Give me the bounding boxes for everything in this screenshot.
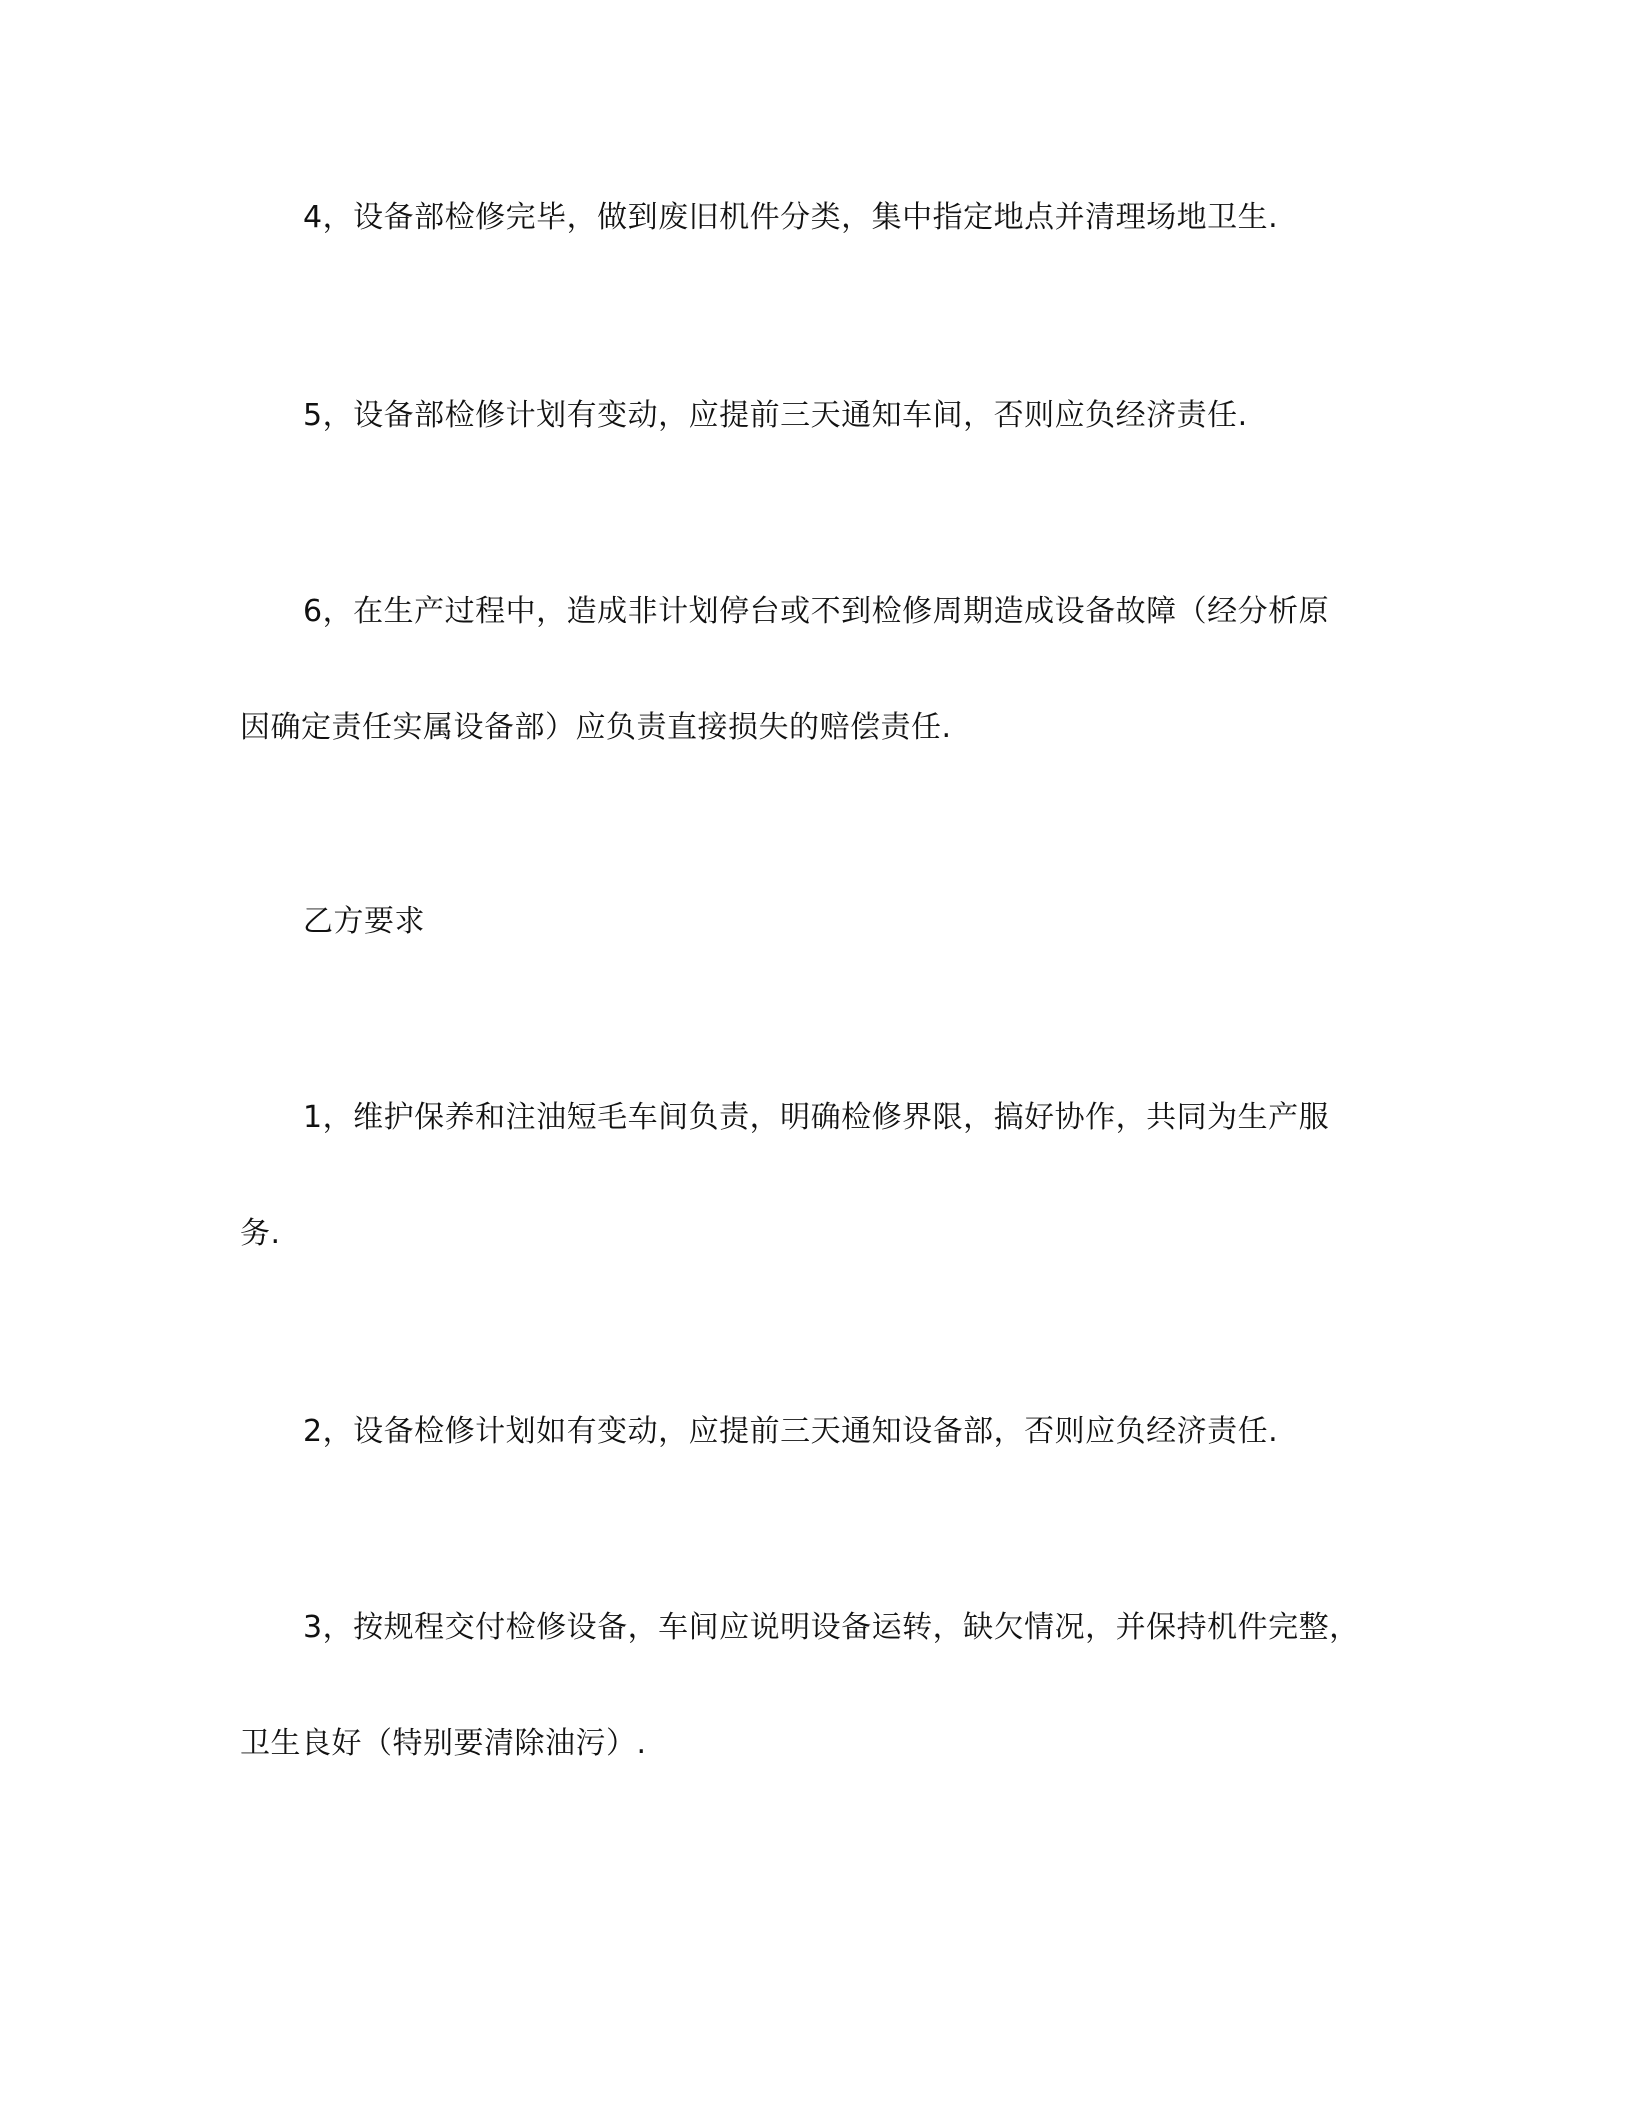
clause-yi-3-line-1: 3，按规程交付检修设备，车间应说明设备运转，缺欠情况，并保持机件完整， bbox=[303, 1610, 1360, 1645]
section-heading-yi: 乙方要求 bbox=[303, 904, 425, 939]
clause-jia-5: 5，设备部检修计划有变动，应提前三天通知车间，否则应负经济责任. bbox=[303, 398, 1248, 433]
clause-jia-4: 4，设备部检修完毕，做到废旧机件分类，集中指定地点并清理场地卫生. bbox=[303, 200, 1279, 235]
clause-yi-3-line-2: 卫生良好（特别要清除油污）. bbox=[240, 1726, 647, 1761]
clause-yi-1-line-1: 1，维护保养和注油短毛车间负责，明确检修界限，搞好协作，共同为生产服 bbox=[303, 1100, 1330, 1135]
clause-yi-2: 2，设备检修计划如有变动，应提前三天通知设备部，否则应负经济责任. bbox=[303, 1414, 1279, 1449]
clause-jia-6-line-1: 6，在生产过程中，造成非计划停台或不到检修周期造成设备故障（经分析原 bbox=[303, 594, 1330, 629]
clause-jia-6-line-2: 因确定责任实属设备部）应负责直接损失的赔偿责任. bbox=[240, 710, 952, 745]
clause-yi-1-line-2: 务. bbox=[240, 1216, 281, 1251]
